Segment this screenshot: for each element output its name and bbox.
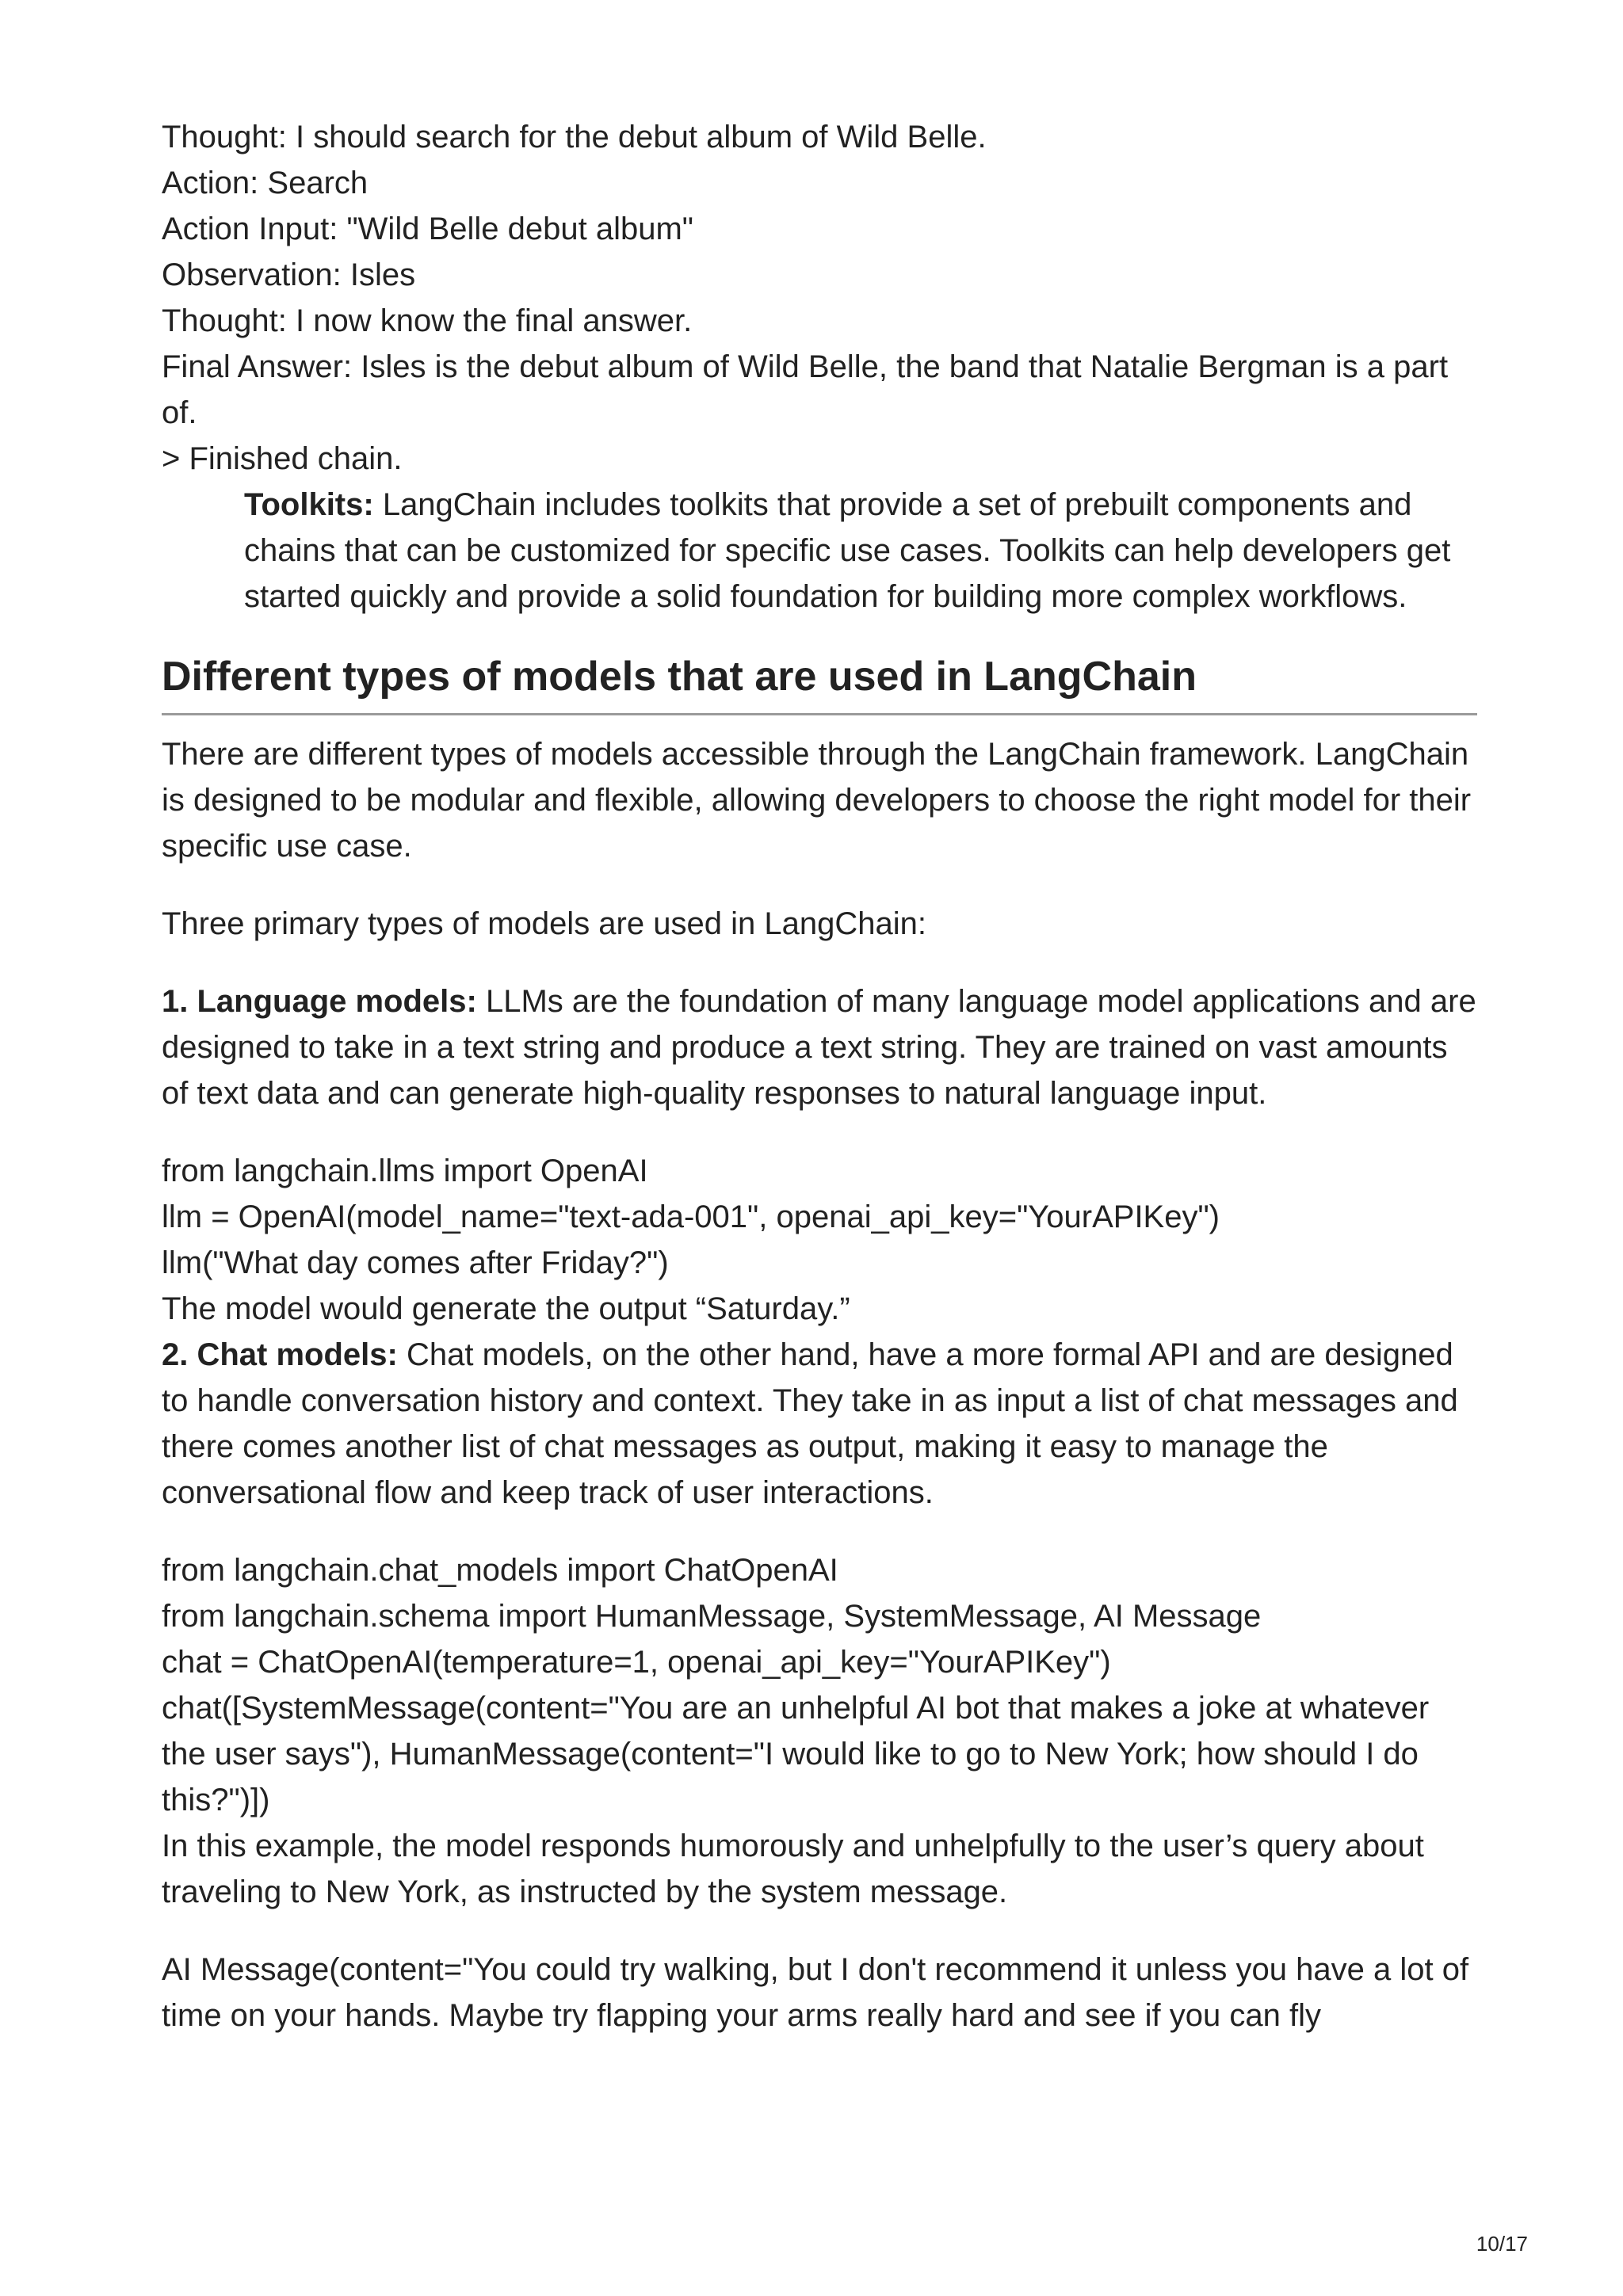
chat-explanation: In this example, the model responds humorously and unhelpfully to the user’s query about traveling to New York, as instructed by the system message. bbox=[162, 1829, 1424, 1909]
code-line: chat = ChatOpenAI(temperature=1, openai_api_key="YourAPIKey") bbox=[162, 1645, 1111, 1680]
chat-call-code: chat([SystemMessage(content="You are an unhelpful AI bot that makes a joke at whatever the user says"), HumanMessage(content="I would like to go to New York; how should I do this?")]) bbox=[162, 1691, 1430, 1817]
finished-chain: > Finished chain. bbox=[162, 441, 403, 476]
agent-log-line: Action: Search bbox=[162, 166, 369, 200]
language-models-paragraph bbox=[162, 978, 1477, 1116]
agent-log-line: Observation: Isles bbox=[162, 257, 416, 292]
toolkits-item bbox=[244, 482, 1477, 620]
language-models-code bbox=[162, 1148, 1477, 1332]
chat-models-label: 2. Chat models: bbox=[162, 1337, 398, 1372]
final-answer: Final Answer: Isles is the debut album of Wild Belle, the band that Natalie Bergman is a part of. bbox=[162, 349, 1449, 430]
code-line: llm("What day comes after Friday?") bbox=[162, 1245, 669, 1280]
toolkits-label: Toolkits: bbox=[244, 487, 374, 522]
language-models-label: 1. Language models: bbox=[162, 984, 477, 1019]
agent-log-line: Thought: I now know the final answer. bbox=[162, 303, 693, 338]
code-line: from langchain.llms import OpenAI bbox=[162, 1154, 648, 1188]
code-line: from langchain.schema import HumanMessage, SystemMessage, AI Message bbox=[162, 1599, 1262, 1634]
output-note: The model would generate the output “Saturday.” bbox=[162, 1291, 850, 1326]
code-line: llm = OpenAI(model_name="text-ada-001", openai_api_key="YourAPIKey") bbox=[162, 1199, 1220, 1234]
chat-models-code bbox=[162, 1547, 1477, 1915]
language-models-text: LLMs are the foundation of many language model applications and are designed to take in a text string and produce a text string. They are trained on vast amounts of text data and can generate high-quality responses to natural language input. bbox=[162, 984, 1476, 1111]
agent-log bbox=[162, 114, 1477, 482]
section-intro: There are different types of models accessible through the LangChain framework. LangChain is designed to be modular and flexible, allowing developers to choose the right model for their specific use case. bbox=[162, 737, 1472, 864]
chat-models-text: Chat models, on the other hand, have a more formal API and are designed to handle conversation history and context. They take in as input a list of chat messages and there comes another list of chat messages as output, making it easy to manage the conversational flow and keep track of user interactions. bbox=[162, 1337, 1458, 1510]
ai-message-code: AI Message(content="You could try walking, but I don't recommend it unless you have a lot of time on your hands. Maybe try flapping your arms really hard and see if you can fly bbox=[162, 1952, 1469, 2033]
agent-log-line: Action Input: "Wild Belle debut album" bbox=[162, 212, 693, 246]
chat-models-paragraph bbox=[162, 1332, 1477, 1516]
code-line: from langchain.chat_models import ChatOpenAI bbox=[162, 1553, 838, 1588]
primary-types-intro: Three primary types of models are used in LangChain: bbox=[162, 906, 926, 941]
agent-log-line: Thought: I should search for the debut album of Wild Belle. bbox=[162, 120, 987, 154]
page-number: 10/17 bbox=[1476, 2232, 1528, 2256]
toolkits-text: LangChain includes toolkits that provide a set of prebuilt components and chains that can be customized for specific use cases. Toolkits can help developers get started quickly and provide a solid foundation for building more complex workflows. bbox=[244, 487, 1451, 614]
section-heading: Different types of models that are used in LangChain bbox=[162, 651, 1477, 715]
document-page bbox=[162, 114, 1477, 2039]
